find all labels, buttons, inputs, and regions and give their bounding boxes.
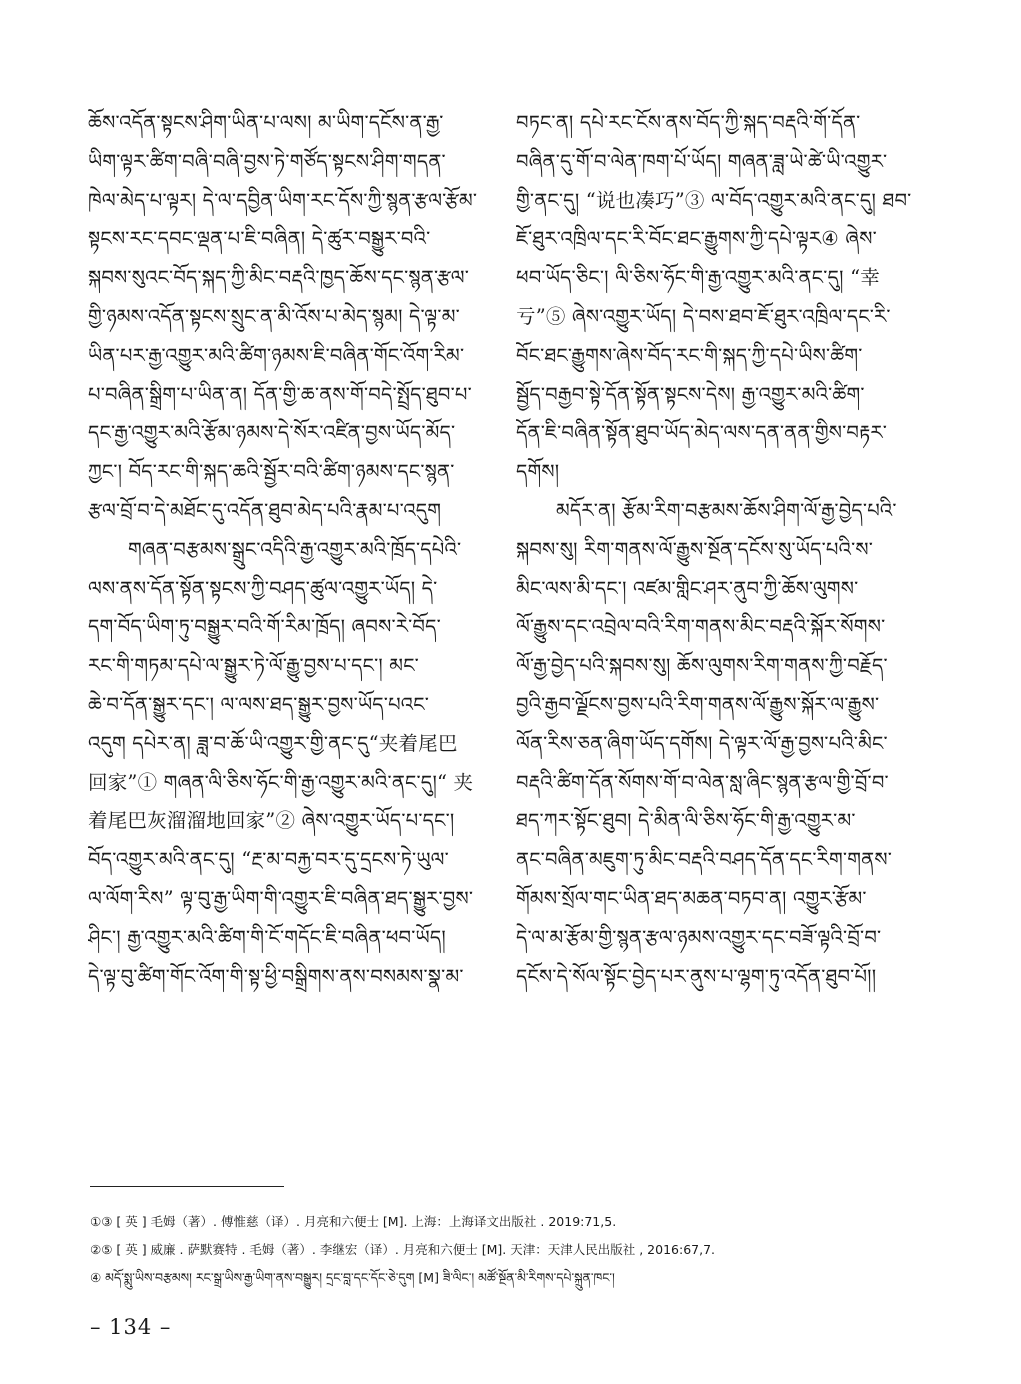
- text-line: དགོས།: [516, 460, 560, 484]
- text-line: གྱི་ཉམས་འདོན་སྟངས་སྲུང་ན་མི་འོས་པ་མེད་སྙམ། དེ་ལྟ་མ་: [88, 304, 460, 328]
- text-line: བོང་ཐང་རྒྱུགས་ཞེས་བོད་རང་གི་སྐད་ཀྱི་དཔེ་ཡིས་ཚིག་: [516, 343, 863, 367]
- text-line: དག་བོད་ཡིག་ཏུ་བསྒྱུར་བའི་གོ་རིམ་ཁྲོད། ཞབས་རེ་བོད་: [88, 615, 441, 639]
- text-line: འདུག དཔེར་ན། ཟླ་བ་ཆོ་ཡི་འགྱུར་གྱི་ནང་དུ“夹着尾巴: [88, 731, 458, 755]
- text-line: སྟངས་རང་དབང་ལྡན་པ་ཇི་བཞིན། དེ་ཚུར་བསྒྱུར་བའི་: [88, 227, 431, 251]
- text-line: སྐབས་སུའང་བོད་སྐད་ཀྱི་མིང་བརྡའི་ཁྱད་ཆོས་དང་སྙན་རྩལ་: [88, 266, 470, 290]
- text-line: བཏང་ན། དཔེ་རང་ངོས་ནས་བོད་ཀྱི་སྐད་བརྡའི་གོ་དོན་: [516, 111, 861, 134]
- text-line: 亏”⑤ ཞེས་འགྱུར་ཡོད། དེ་བས་ཐབ་ཇོ་ཐུར་འཁྲིལ་དང་རི་: [516, 304, 891, 328]
- text-line: ཤིང་། རྒྱ་འགྱུར་མའི་ཚིག་གི་ངོ་གདོང་ཇི་བཞིན་ཕབ་ཡོད།: [88, 925, 446, 949]
- text-line: ཇོ་ཐུར་འཁྲིལ་དང་རི་བོང་ཐང་རྒྱུགས་ཀྱི་དཔེ་ལྟར④ ཞེས་: [516, 227, 877, 251]
- text-line: ཡིན་པར་རྒྱ་འགྱུར་མའི་ཚིག་ཉམས་ཇི་བཞིན་གོང་འོག་རིམ་: [88, 343, 465, 367]
- text-line: ཀྱང་། བོད་རང་གི་སྐད་ཆའི་སྦྱོར་བའི་ཚིག་ཉམས་དང་སྙན་: [88, 460, 455, 484]
- text-line: མིང་ལས་མི་དང་། འཛམ་གླིང་ཤར་ནུབ་ཀྱི་ཆོས་ལུགས་: [516, 576, 859, 600]
- text-line: ནང་བཞིན་མཇུག་ཏུ་མིང་བརྡའི་བཤད་དོན་དང་རིག་གནས་: [516, 848, 892, 872]
- text-line: བྱའི་རྒྱབ་ལྗོངས་བྱས་པའི་རིག་གནས་ལོ་རྒྱུས་སྐོར་ལ་རྒྱུས་: [516, 692, 880, 716]
- text-line: གྱི་ནང་དུ། “说也凑巧”③ ལ་བོད་འགྱུར་མའི་ནང་དུ། ཐབ་: [516, 188, 912, 212]
- text-line: དོན་ཇི་བཞིན་སྟོན་ཐུབ་ཡོད་མེད་ལས་དན་ནན་གྱིས་བརྟར་: [516, 421, 888, 445]
- text-line: ཐད་ཀར་སྟོང་ཐུབ། དེ་མིན་ལི་ཅིས་ཧོང་གི་རྒྱ་འགྱུར་མ་: [516, 809, 856, 833]
- text-line: དེ་ལ་མ་རྩོམ་གྱི་སྙན་རྩལ་ཉམས་འགྱུར་དང་བཟོ་ལྟའི་བྲོ་བ་: [516, 925, 882, 949]
- text-line: ལོན་རིས་ཅན་ཞིག་ཡོད་དགོས། དེ་ལྟར་ལོ་རྒྱ་བྱས་པའི་མིང་: [516, 731, 888, 755]
- text-line: ཆེ་བ་དོན་སྒྱུར་དང་། ལ་ལས་ཐད་སྒྱུར་བྱས་ཡོད་པའང་: [88, 692, 430, 716]
- text-line: པ་བཞིན་སྒྲིག་པ་ཡིན་ན། དོན་གྱི་ཆ་ནས་གོ་བདེ་སྤྲོད་ཐུབ་པ་: [88, 382, 472, 406]
- paragraph-start-line: གཞན་བརྩམས་སྒྲུང་འདིའི་རྒྱ་འགྱུར་མའི་ཁྲོད་དཔེའི་: [128, 537, 462, 561]
- text-line: དངོས་དེ་སོལ་སྟོང་བྱེད་པར་ནུས་པ་ལྷག་ཏུ་འདོན་ཐུབ་པོ།།: [516, 964, 877, 988]
- text-line: དང་རྒྱ་འགྱུར་མའི་རྩོམ་ཉམས་དེ་སོར་འཛིན་བྱས་ཡོད་མོད་: [88, 421, 456, 445]
- footnote: ②⑤ [ 英 ] 威廉 . 萨默赛特 . 毛姆（著）. 李继宏（译）. 月亮和六便士 [M]. 天津：天津人民出版社 , 2016:67,7.: [90, 1242, 716, 1257]
- text-line: རྩལ་བྲོ་བ་དེ་མཐོང་དུ་འདོན་ཐུབ་མེད་པའི་རྣམ་པ་འདུག: [88, 498, 442, 522]
- footnotes: [90, 1208, 950, 1292]
- text-line: ཁེལ་མེད་པ་ལྟར། དེ་ལ་དབྱིན་ཡིག་རང་དོས་ཀྱི་སྙན་རྩལ་རྩོམ་: [88, 188, 478, 212]
- text-line: ཕབ་ཡོད་ཅིང་། ལི་ཅིས་ཧོང་གི་རྒྱ་འགྱུར་མའི་ནང་དུ། “幸: [516, 266, 880, 290]
- footnote: ④ མདོ་སྨུ་ཡིས་བརྩམས། རང་སྒྲ་ཡིས་རྒྱ་ཡིག་ནས་བསྒྱུར། དྲང་བླ་དང་དོང་ཅེ་དུག [M] ཟི་ལིང་། མཚོ་སྔོན་མི་རིགས་དཔེ་སྐྲུན་ཁང་།: [90, 1270, 615, 1285]
- text-line: བརྡའི་ཚིག་དོན་སོགས་གོ་བ་ལེན་སླ་ཞིང་སྙན་རྩལ་གྱི་བྲོ་བ་: [516, 770, 889, 794]
- text-line: 回家”① གཞན་ལི་ཅིས་ཧོང་གི་རྒྱ་འགྱུར་མའི་ནང་དུ།“ 夹: [88, 770, 474, 794]
- text-line: སྦྱོད་བརྒྱབ་སྟེ་དོན་སྟོན་སྟངས་དེས། རྒྱ་འགྱུར་མའི་ཚིག་: [516, 382, 865, 406]
- text-line: ལ་ལོག་རིས” ལྟ་བུ་རྒྱ་ཡིག་གི་འགྱུར་ཇི་བཞིན་ཐད་སྒྱུར་བྱས་: [88, 886, 474, 910]
- text-line: བཞིན་དུ་གོ་བ་ལེན་ཁག་པོ་ཡོད། གཞན་ཟླ་ཡེ་ཚེ་ཡི་འགྱུར་: [516, 149, 888, 173]
- text-line: ཡིག་ལྟར་ཚིག་བཞི་བཞི་བྱས་ཏེ་གཙོད་སྟངས་ཤིག་གདན་: [88, 149, 446, 173]
- text-line: ཆོས་འདོན་སྟངས་ཤིག་ཡིན་པ་ལས། མ་ཡིག་དངོས་ན་རྒྱ་: [88, 111, 444, 134]
- text-line: ལོ་རྒྱ་བྱེད་པའི་སྐབས་སུ། ཆོས་ལུགས་རིག་གནས་ཀྱི་བརྗོད་: [516, 654, 888, 678]
- text-line: རང་གི་གཏམ་དཔེ་ལ་སྒྱུར་ཏེ་ལོ་རྒྱུ་བྱས་པ་དང་། མང་: [88, 654, 419, 678]
- footnote-divider: [90, 1186, 284, 1187]
- text-line: སྐབས་སུ། རིག་གནས་ལོ་རྒྱུས་སྔོན་དངོས་སུ་ཡོད་པའི་ས་: [516, 537, 874, 561]
- text-line: ལོ་རྒྱུས་དང་འབྲེལ་བའི་རིག་གནས་མིང་བརྡའི་སྐོར་སོགས་: [516, 615, 886, 639]
- text-line: གོམས་སྲོལ་གང་ཡིན་ཐད་མཆན་བཏབ་ན། འགྱུར་རྩོམ་: [516, 886, 867, 910]
- page-number: – 134 –: [90, 1315, 172, 1339]
- paragraph-start-line: མདོར་ན། རྩོམ་རིག་བརྩམས་ཆོས་ཤིག་ལོ་རྒྱ་བྱེད་པའི་: [556, 498, 897, 522]
- footnote: ①③ [ 英 ] 毛姆（著）. 傅惟慈（译）. 月亮和六便士 [M]. 上海：上海译文出版社 . 2019:71,5.: [90, 1214, 617, 1229]
- left-text-column: [88, 104, 484, 996]
- text-line: དེ་ལྟ་བུ་ཚིག་གོང་འོག་གི་སྟ་ཕྱི་བསྒྲིགས་ནས་བསམས་སྣ་མ་: [88, 964, 464, 988]
- right-text-column: [516, 104, 912, 996]
- text-line: ལས་ནས་དོན་སྟོན་སྟངས་ཀྱི་བཤད་ཚུལ་འགྱུར་ཡོད། དེ་: [88, 576, 438, 600]
- text-line: 着尾巴灰溜溜地回家”② ཞེས་འགྱུར་ཡོད་པ་དང་།: [88, 809, 455, 833]
- text-line: བོད་འགྱུར་མའི་ནང་དུ། “རྔ་མ་བརྐྱ་བར་དུ་དྲངས་ཏེ་ཡུལ་: [88, 848, 449, 872]
